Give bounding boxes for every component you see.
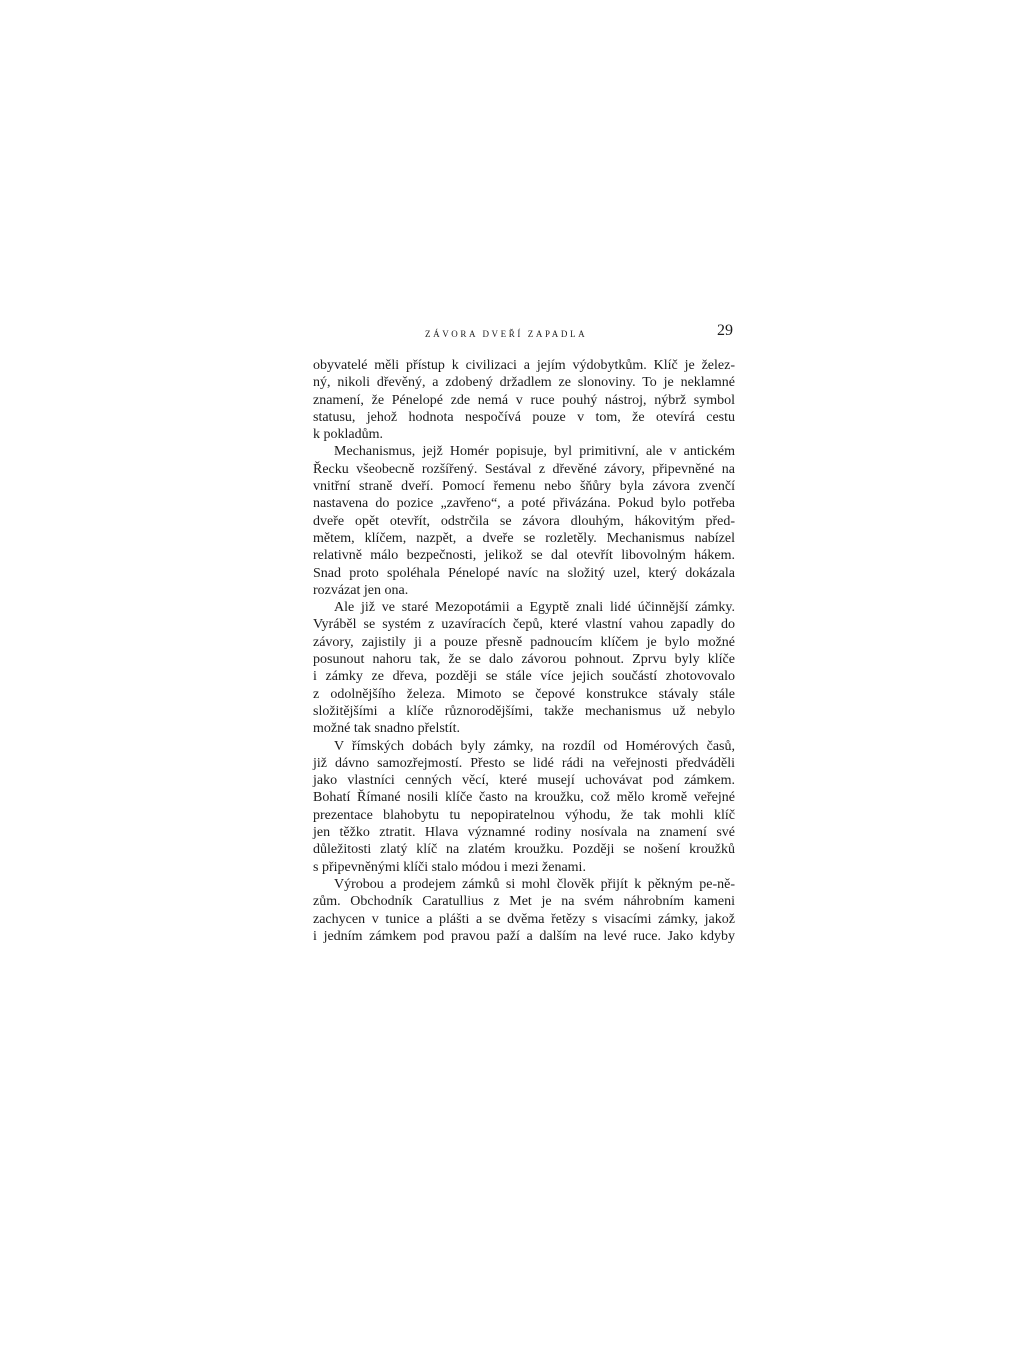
- text-line: Snad proto spoléhala Pénelopé navíc na složitý uzel, který dokázala: [313, 565, 735, 581]
- running-title: ZÁVORA DVEŘÍ ZAPADLA: [425, 329, 588, 339]
- text-line: složitějšími a klíče různorodějšími, takže mechanismus už nebylo: [313, 703, 735, 719]
- paragraph: [313, 599, 735, 737]
- text-line: statusu, jehož hodnota nespočívá pouze v tom, že otevírá cestu: [313, 409, 735, 425]
- text-line: vnitřní straně dveří. Pomocí řemenu nebo šňůry byla závora zvenčí: [313, 479, 735, 495]
- text-line: prezentace blahobytu tu nepopiratelnou výhodu, že tak mohli klíč: [313, 807, 735, 823]
- text-line: nastavena do pozice „zavřeno“, a poté přivázána. Pokud bylo potřeba: [313, 496, 735, 512]
- text-line: Bohatí Římané nosili klíče často na kroužku, což mělo kromě veřejné: [313, 790, 735, 806]
- paragraph: [313, 357, 735, 443]
- text-line: důležitosti zlatý klíč na zlatém kroužku. Později se nošení kroužků: [313, 842, 735, 858]
- paragraph: [313, 738, 735, 876]
- text-line: V římských dobách byly zámky, na rozdíl od Homérových časů,: [334, 738, 735, 754]
- text-line: obyvatelé měli přístup k civilizaci a jejím výdobytkům. Klíč je želez-: [313, 358, 735, 373]
- text-line: jako vlastníci cenných věcí, které musejí uchovávat pod zámkem.: [313, 773, 735, 789]
- text-line: závory, zajistily ji a pouze přesně padnoucím klíčem je bylo možné: [313, 634, 735, 650]
- text-line: možné tak snadno přelstít.: [313, 721, 460, 737]
- paragraph: [313, 876, 735, 945]
- text-line: dveře opět otevřít, odstrčila se závora dlouhým, hákovitým před-: [313, 513, 735, 529]
- text-line: i zámky ze dřeva, později se stále více jejich součástí zhotovovalo: [313, 669, 735, 685]
- running-head: [313, 322, 735, 344]
- paragraph: [313, 443, 735, 599]
- text-line: mětem, klíčem, nazpět, a dveře se rozletěly. Mechanismus nabízel: [313, 530, 735, 546]
- page-number: 29: [717, 322, 733, 339]
- text-line: již dávno samozřejmostí. Přesto se lidé rádi na veřejnosti předváděli: [313, 755, 735, 771]
- text-line: s připevněnými klíči stalo módou i mezi ženami.: [313, 859, 586, 875]
- text-line: z odolnějšího železa. Mimoto se čepové konstrukce stávaly stále: [313, 686, 735, 702]
- text-line: Řecku všeobecně rozšířený. Sestával z dřevěné závory, připevněné na: [313, 461, 735, 477]
- text-line: Mechanismus, jejž Homér popisuje, byl primitivní, ale v antickém: [334, 444, 735, 460]
- text-line: zům. Obchodník Caratullius z Met je na svém náhrobním kameni: [313, 894, 735, 910]
- text-line: zachycen v tunice a plášti a se dvěma řetězy s visacími zámky, jakož: [313, 911, 735, 927]
- text-line: znamení, že Pénelopé zde nemá v ruce pouhý nástroj, nýbrž symbol: [313, 392, 735, 408]
- text-line: jen těžko ztratit. Hlava významné rodiny nosívala na znamení své: [313, 825, 735, 841]
- text-line: Vyráběl se systém z uzavíracích čepů, které vlastní vahou zapadly do: [313, 617, 735, 633]
- text-line: rozvázat jen ona.: [313, 582, 409, 598]
- text-line: Ale již ve staré Mezopotámii a Egyptě znali lidé účinnější zámky.: [334, 600, 735, 616]
- text-line: Výrobou a prodejem zámků si mohl člověk přijít k pěkným pe-ně-: [334, 876, 735, 892]
- body-text: [313, 357, 735, 945]
- text-line: i jedním zámkem pod pravou paží a dalším na levé ruce. Jako kdyby: [313, 928, 735, 944]
- text-line: ný, nikoli dřevěný, a zdobený držadlem ze slonoviny. To je neklamné: [313, 375, 735, 391]
- text-line: k pokladům.: [313, 427, 383, 443]
- text-line: posunout nahoru tak, že se dalo závorou pohnout. Zprvu byly klíče: [313, 652, 735, 668]
- text-line: relativně málo bezpečnosti, jelikož se dal otevřít libovolným hákem.: [313, 548, 735, 564]
